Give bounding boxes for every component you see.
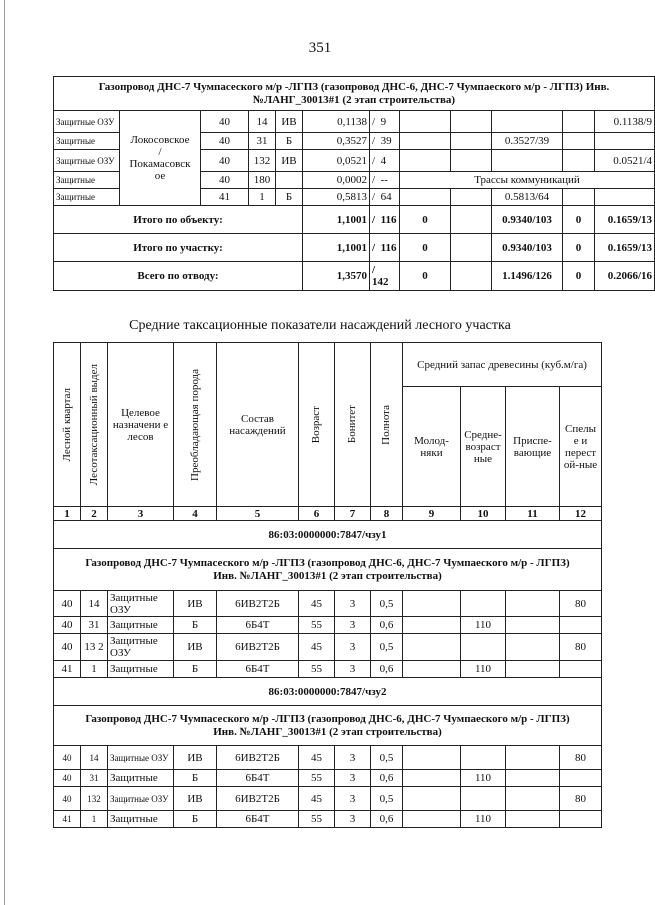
header-stock: Средний запас древесины (куб.м/га) [403,343,602,387]
header-young: Молод-няки [403,387,461,507]
header-middle-aged: Средне-возраст ные [461,387,506,507]
header-forest-quarter: Лесной квартал [54,343,81,507]
allotment-title: Газопровод ДНС-7 Чумпасеского м/р -ЛГПЗ (газопровод ДНС-6, ДНС-7 Чумпаеского м/р - ЛГПЗ) Инв. №ЛАНГ_30013#1 (2 этап строительства) [54,77,655,111]
total-row-object: Итого по объекту: 1,1001 / 116 0 0.9340/103 0 0.1659/13 [54,206,655,234]
header-purpose: Целевое назначени е лесов [108,343,174,507]
table-row: 40 31 Защитные Б 6Б4Т 55 3 0,6 110 [54,617,602,634]
table-row: Защитные 40 31 Б 0,3527 / 39 0.3527/39 [54,133,655,150]
note-cell: Трассы коммуникаций [400,172,655,189]
table-row: 40 132 Защитные ОЗУ ИВ 6ИВ2Т2Б 45 3 0,5 80 [54,787,602,811]
header-mature: Спелы е и перест ой-ные [560,387,602,507]
total-row-plot: Итого по участку: 1,1001 / 116 0 0.9340/103 0 0.1659/13 [54,234,655,262]
header-dominant-species: Преобладающая порода [174,343,217,507]
header-maturing: Приспе-вающие [506,387,560,507]
header-composition: Состав насаждений [217,343,299,507]
header-taxation-unit: Лесотаксационный выдел [81,343,108,507]
taxation-table [53,342,602,828]
table-row: Защитные 40 180 0,0002 / -- Трассы коммуникаций [54,172,655,189]
section-title: Газопровод ДНС-7 Чумпасеского м/р -ЛГПЗ (газопровод ДНС-6, ДНС-7 Чумпаеского м/р - ЛГПЗ) Инв. №ЛАНГ_30013#1 (2 этап строительства) [54,706,602,746]
table-row: 41 1 Защитные Б 6Б4Т 55 3 0,6 110 [54,661,602,678]
section-title: Газопровод ДНС-7 Чумпасеского м/р -ЛГПЗ (газопровод ДНС-6, ДНС-7 Чумпаеского м/р - ЛГПЗ) Инв. №ЛАНГ_30013#1 (2 этап строительства) [54,549,602,591]
cadastral-number: 86:03:0000000:7847/чзу1 [54,521,602,549]
table-row: Защитные 41 1 Б 0,5813 / 64 0.5813/64 [54,189,655,206]
table-row: 40 31 Защитные Б 6Б4Т 55 3 0,6 110 [54,770,602,787]
header-age: Возраст [299,343,335,507]
district-cell: Локосовское / Покамасовск ое [120,111,201,206]
table-row: 41 1 Защитные Б 6Б4Т 55 3 0,6 110 [54,811,602,828]
table-row: 40 13 2 Защитные ОЗУ ИВ 6ИВ2Т2Б 45 3 0,5 80 [54,634,602,661]
table-row: Защитные ОЗУ 40 132 ИВ 0,0521 / 4 0.0521/4 [54,150,655,172]
page-edge-line [4,0,5,905]
column-number-row: 1 2 3 4 5 6 7 8 9 10 11 12 [54,507,602,521]
allotment-table [53,76,655,291]
page-number: 351 [308,40,332,56]
header-bonitet: Бонитет [335,343,371,507]
table-row: 40 14 Защитные ОЗУ ИВ 6ИВ2Т2Б 45 3 0,5 80 [54,746,602,770]
table-row: Защитные ОЗУ Локосовское / Покамасовск ое 40 14 ИВ 0,1138 / 9 0.1138/9 [54,111,655,133]
cadastral-number: 86:03:0000000:7847/чзу2 [54,678,602,706]
header-density: Полнота [371,343,403,507]
table-row: 40 14 Защитные ОЗУ ИВ 6ИВ2Т2Б 45 3 0,5 80 [54,591,602,617]
total-row-allotment: Всего по отводу: 1,3570 / 142 0 1.1496/126 0 0.2066/16 [54,262,655,291]
taxation-caption: Средние таксационные показатели насаждений лесного участка [129,318,511,333]
